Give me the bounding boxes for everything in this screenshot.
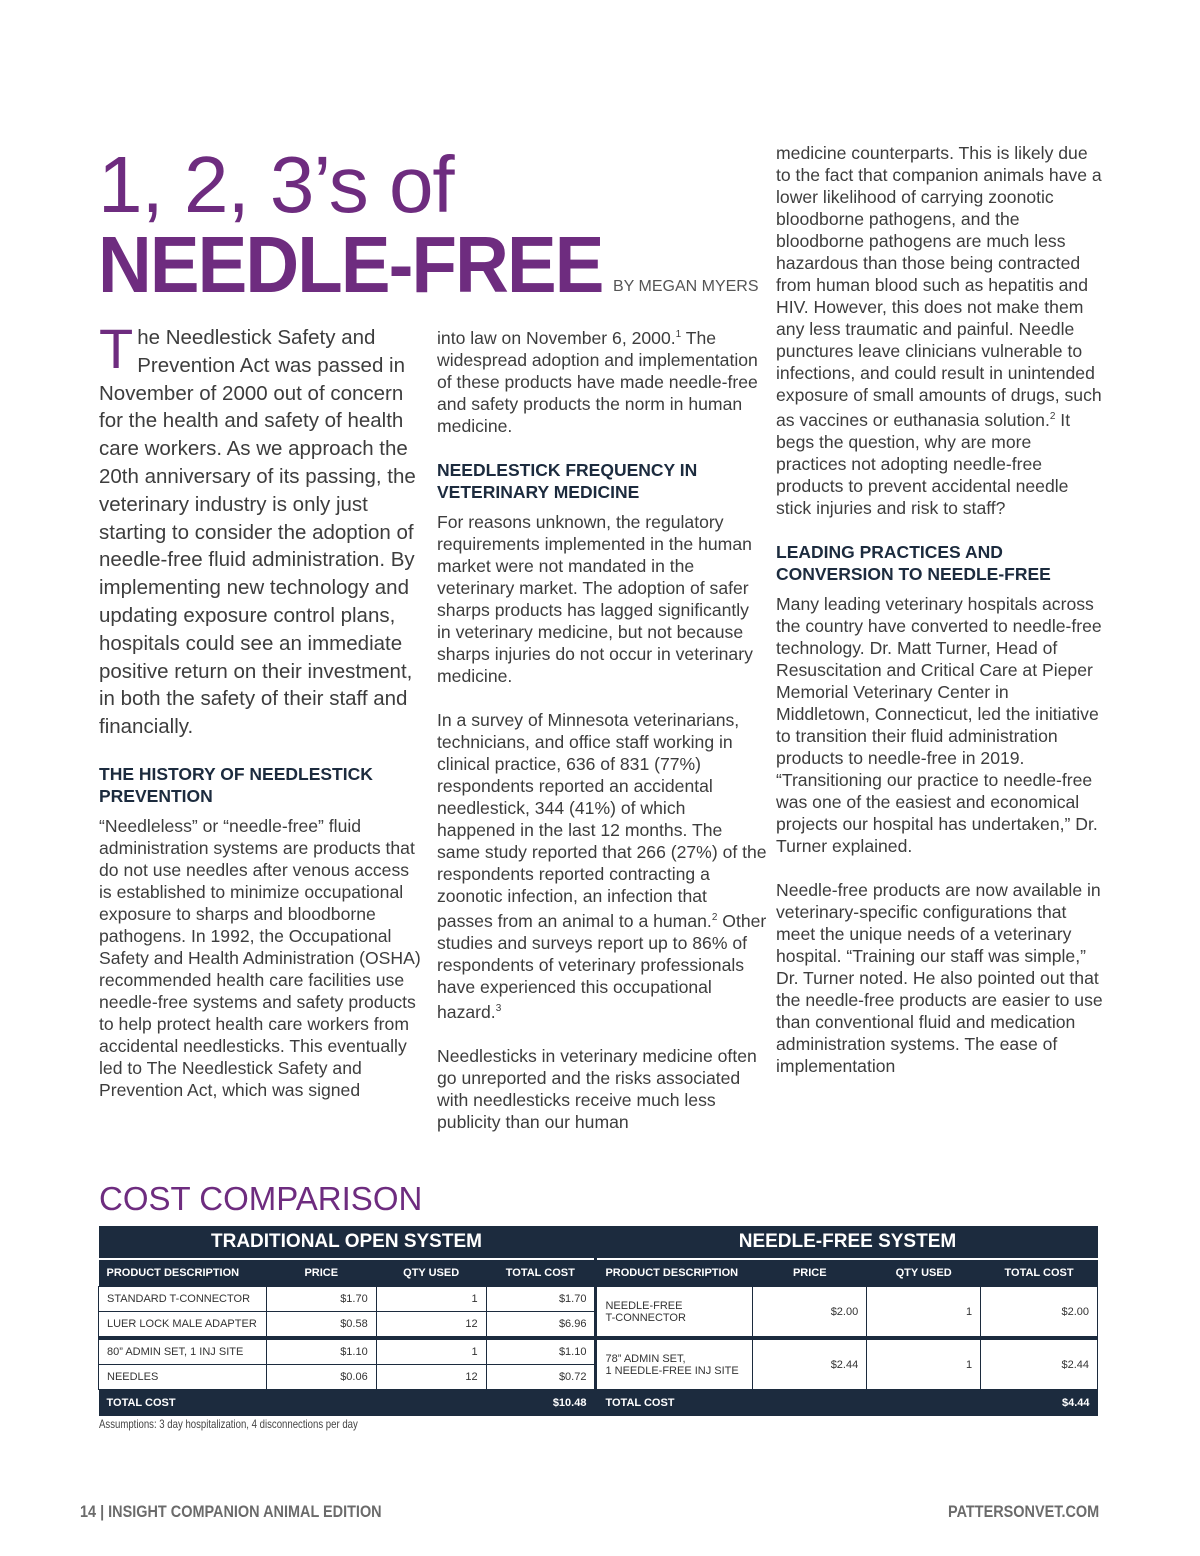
history-paragraph: “Needleless” or “needle-free” fluid administration systems are products that do not use needles after venous access is established to minimize occupational exposure to sharps and bloodborne pathogens. In 1992, the Occupational Safety and Health Administration (OSHA) recommended health care facilities use needle-free systems and safety products to help protect health care workers from accidental needlesticks. This eventually led to The Needlestick Safety and Prevention Act, which was signed [99,815,421,1100]
total-label: TOTAL COST [99,1390,487,1417]
cell-qty: 1 [867,1287,981,1339]
col-header-total: TOTAL COST [486,1259,596,1287]
col-header-qty: QTY USED [867,1259,981,1287]
column-2 [437,324,767,1133]
col3-paragraph-2: Many leading veterinary hospitals across the country have converted to needle-free technology. Dr. Matt Turner, Head of Resuscitation and Critical Care at Pieper Memorial Veterinary Center in Middletown, Connecticut, led the initiative to transition their fluid administration products to needle-free in 2019. “Transitioning our practice to needle-free was one of the easiest and economical projects our hospital has undertaken,” Dr. Turner explained. [776,593,1102,856]
column-3 [776,142,1106,1077]
col-header-price: PRICE [753,1259,867,1287]
table-row [99,1287,1098,1312]
cell-price: $2.44 [753,1338,867,1390]
cell-desc: NEEDLES [99,1365,267,1390]
cell-price: $0.58 [266,1312,376,1339]
cell-qty: 12 [376,1365,486,1390]
table-row [99,1338,1098,1365]
col2-paragraph-1: into law on November 6, 2000.$^1$ The widespread adoption and implementation of these products have made needle-free and safety products the norm in human medicine. [437,327,758,436]
col-header-description: PRODUCT DESCRIPTION [99,1259,267,1287]
cell-qty: 12 [376,1312,486,1339]
footer-website: PATTERSONVET.COM [948,1502,1100,1521]
cell-desc: LUER LOCK MALE ADAPTER [99,1312,267,1339]
cell-total: $2.00 [981,1287,1098,1339]
col2-paragraph-4: Needlesticks in veterinary medicine often go unreported and the risks associated with needlesticks receive much less publicity than our human [437,1045,757,1132]
cost-comparison-table [98,1226,1098,1416]
cell-price: $1.70 [266,1287,376,1312]
lead-paragraph [99,317,424,741]
cell-desc: 78” ADMIN SET, 1 NEEDLE-FREE INJ SITE [596,1338,753,1390]
col-header-price: PRICE [266,1259,376,1287]
article-title-line2: NEEDLE-FREE [98,220,603,309]
col-header-description: PRODUCT DESCRIPTION [596,1259,753,1287]
col3-paragraph-3: Needle-free products are now available in veterinary-specific configurations that meet the unique needs of a veterinary hospital. “Training our staff was simple,” Dr. Turner noted. He also pointed out that the needle-free products are easier to use than conventional fluid and medication administration systems. The ease of implementation [776,879,1103,1076]
total-row [99,1390,1098,1417]
cell-price: $1.10 [266,1338,376,1365]
right-total-value: $4.44 [981,1390,1098,1417]
cell-desc: 80” ADMIN SET, 1 INJ SITE [99,1338,267,1365]
lead-text: he Needlestick Safety and Prevention Act was passed in November of 2000 out of concern for the health and safety of health care workers. As we approach the 20th anniversary of its passing, the veterinary industry is only just starting to consider the adoption of needle-free fluid administration. By implementing new technology and updating exposure control plans, hospitals could see an immediate positive return on their investment, in both the safety of their staff and financially. [99,326,416,739]
total-label: TOTAL COST [596,1390,981,1417]
cell-total: $1.70 [486,1287,596,1312]
footer-page-info: 14 | INSIGHT COMPANION ANIMAL EDITION [80,1502,382,1521]
column-1 [99,317,424,1101]
assumptions-note: Assumptions: 3 day hospitalization, 4 disconnections per day [99,1417,358,1431]
cell-total: $6.96 [486,1312,596,1339]
col2-paragraph-3: In a survey of Minnesota veterinarians, technicians, and office staff working in clinical practice, 636 of 831 (77%) respondents reported an accidental needlestick, 344 (41%) of which happened in the last 12 months. The same study reported that 266 (27%) of the respondents reported contracting a zoonotic infection, an infection that passes from an animal to a human.$^2$ Other studies and surveys report up to 86% of respondents of veterinary professionals have experienced this occupational hazard.$^3$ [437,709,767,1022]
col2-paragraph-2: For reasons unknown, the regulatory requirements implemented in the human market were not mandated in the veterinary market. The adoption of safer sharps products has lagged significantly in veterinary medicine, but not because sharps injuries do not occur in veterinary medicine. [437,511,753,686]
cell-price: $2.00 [753,1287,867,1339]
needle-free-system-header: NEEDLE-FREE SYSTEM [596,1226,1098,1259]
col-header-total: TOTAL COST [981,1259,1098,1287]
cell-total: $0.72 [486,1365,596,1390]
cell-desc: STANDARD T-CONNECTOR [99,1287,267,1312]
cell-total: $1.10 [486,1338,596,1365]
article-title-line1: 1, 2, 3’s of [98,140,454,229]
cell-total: $2.44 [981,1338,1098,1390]
section-heading-leading-practices: LEADING PRACTICES AND CONVERSION TO NEEDLE-FREE [776,541,1051,584]
section-heading-history: THE HISTORY OF NEEDLESTICK PREVENTION [99,763,373,806]
drop-cap: T [99,317,134,380]
traditional-system-header: TRADITIONAL OPEN SYSTEM [99,1226,596,1259]
cell-qty: 1 [867,1338,981,1390]
left-total-value: $10.48 [486,1390,596,1417]
cost-comparison-title: COST COMPARISON [99,1180,423,1217]
col-header-qty: QTY USED [376,1259,486,1287]
section-heading-frequency: NEEDLESTICK FREQUENCY IN VETERINARY MEDICINE [437,459,698,502]
col3-paragraph-1: medicine counterparts. This is likely due to the fact that companion animals have a lower likelihood of carrying zoonotic bloodborne pathogens, and the bloodborne pathogens are much less hazardous than those being contracted from human blood such as hepatitis and HIV. However, this does not make them any less traumatic and painful. Needle punctures leave clinicians vulnerable to infections, and could result in unintended exposure of small amounts of drugs, such as vaccines or euthanasia solution.$^2$ It begs the question, why are more practices not adopting needle-free products to prevent accidental needle stick injuries and risk to staff? [776,143,1102,518]
cell-price: $0.06 [266,1365,376,1390]
cell-desc: NEEDLE-FREE T-CONNECTOR [596,1287,753,1339]
cell-qty: 1 [376,1287,486,1312]
cell-qty: 1 [376,1338,486,1365]
byline: BY MEGAN MYERS [613,278,759,295]
